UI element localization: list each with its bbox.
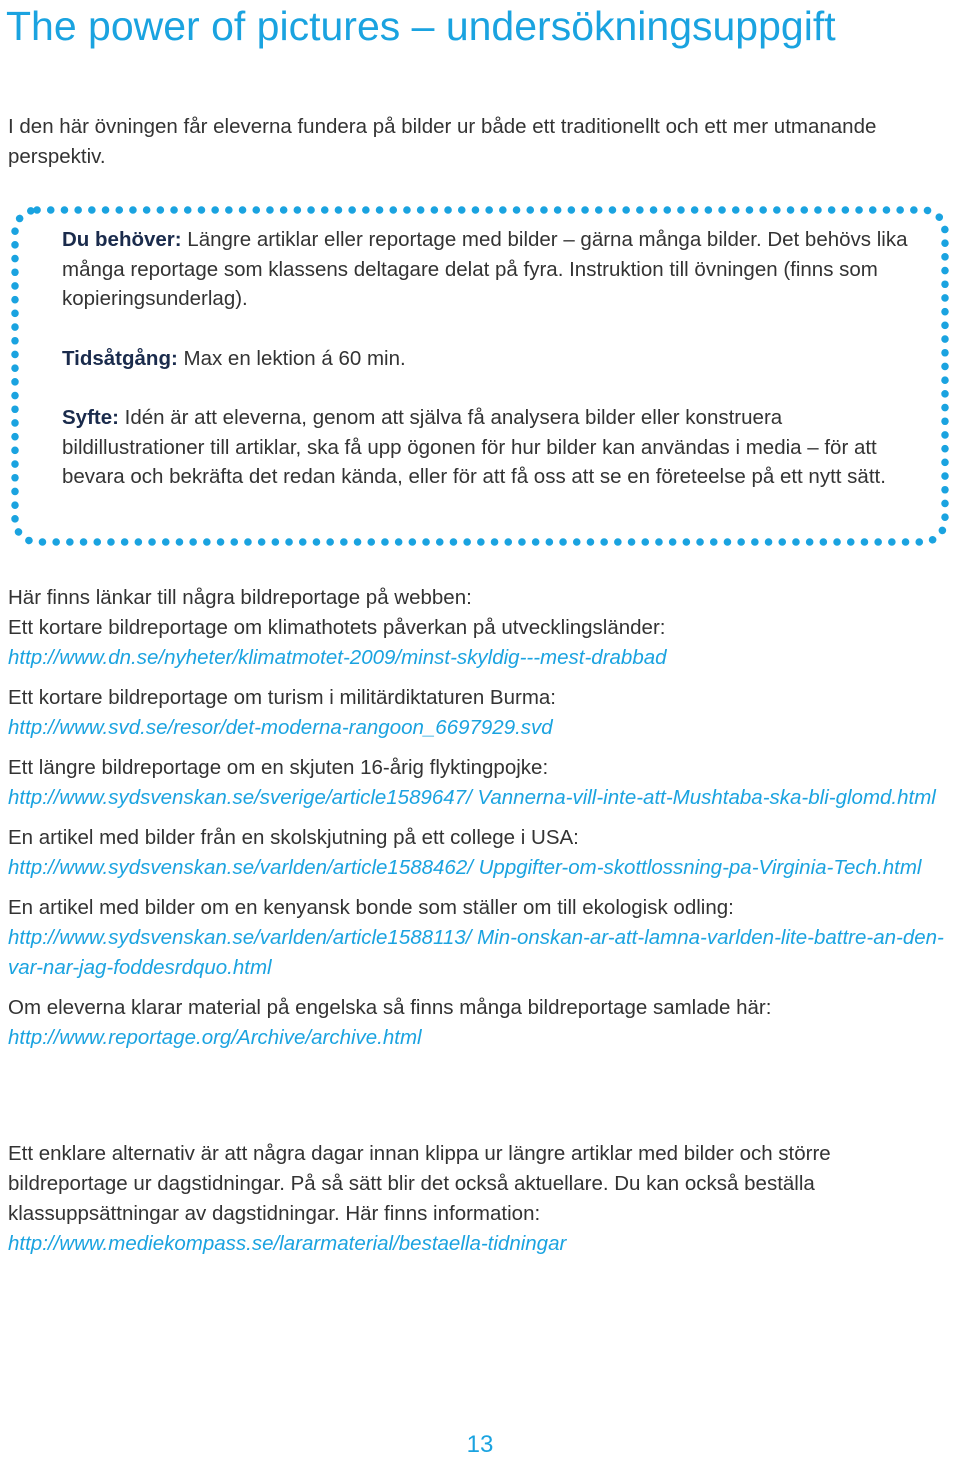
link-sydsvenskan-mushtaba[interactable]: http://www.sydsvenskan.se/sverige/article1589647/ Vannerna-vill-inte-att-Mushtaba-ska-bli-glomd.html <box>8 786 936 809</box>
needs-text: Längre artiklar eller reportage med bilder – gärna många bilder. Det behövs lika många reportage som klassens deltagare delat på fyra. Instruktion till övningen (finns som kopieringsunderlag). <box>62 228 908 310</box>
time-label: Tidsåtgång: <box>62 346 178 370</box>
link-item <box>8 613 953 673</box>
time-paragraph <box>62 344 912 374</box>
alternative-paragraph <box>8 1139 953 1259</box>
intro-text: I den här övningen får eleverna fundera på bilder ur både ett traditionellt och ett mer utmanande perspektiv. <box>8 115 877 168</box>
info-box <box>0 196 960 556</box>
link-item <box>8 753 953 813</box>
link-description: En artikel med bilder från en skolskjutning på ett college i USA: <box>8 826 579 849</box>
link-item <box>8 823 953 883</box>
page-number: 13 <box>466 1431 494 1458</box>
link-description: Ett kortare bildreportage om klimathotets påverkan på utvecklingsländer: <box>8 616 666 639</box>
link-reportage-archive[interactable]: http://www.reportage.org/Archive/archive.html <box>8 1026 422 1049</box>
purpose-paragraph <box>62 403 912 492</box>
time-text: Max en lektion á 60 min. <box>177 346 406 370</box>
link-description: En artikel med bilder om en kenyansk bonde som ställer om till ekologisk odling: <box>8 896 734 919</box>
needs-label: Du behöver: <box>62 228 182 251</box>
links-section <box>8 583 953 1063</box>
link-item <box>8 893 953 983</box>
link-description: Ett kortare bildreportage om turism i militärdiktaturen Burma: <box>8 686 557 709</box>
link-svd-rangoon[interactable]: http://www.svd.se/resor/det-moderna-rangoon_6697929.svd <box>8 716 553 739</box>
link-item <box>8 683 953 743</box>
links-heading: Här finns länkar till några bildreportage på webben: <box>8 586 472 609</box>
purpose-label: Syfte: <box>62 406 119 429</box>
english-paragraph <box>8 993 953 1053</box>
link-dn-klimat[interactable]: http://www.dn.se/nyheter/klimatmotet-2009/minst-skyldig---mest-drabbad <box>8 646 667 669</box>
link-mediekompass[interactable]: http://www.mediekompass.se/lararmaterial/bestaella-tidningar <box>8 1232 567 1255</box>
link-sydsvenskan-kenya[interactable]: http://www.sydsvenskan.se/varlden/article1588113/ Min-onskan-ar-att-lamna-varlden-lite-battre-an-den-var-nar-jag-foddesrdquo.html <box>8 926 944 979</box>
alternative-text: Ett enklare alternativ är att några dagar innan klippa ur längre artiklar med bilder och större bildreportage ur dagstidningar. På så sätt blir det också aktuellare. Du kan också beställa klassuppsättningar av dagstidningar. Här finns information: <box>8 1142 831 1225</box>
english-text: Om eleverna klarar material på engelska så finns många bildreportage samlade här: <box>8 996 772 1019</box>
page-title: The power of pictures – undersökningsuppgift <box>6 3 836 49</box>
link-sydsvenskan-virginia[interactable]: http://www.sydsvenskan.se/varlden/article1588462/ Uppgifter-om-skottlossning-pa-Virginia-Tech.html <box>8 856 922 879</box>
purpose-text: Idén är att eleverna, genom att själva få analysera bilder eller konstruera bildillustrationer till artiklar, ska få upp ögonen för hur bilder kan användas i media – för att bevara och bekräfta det redan kända, eller för att få oss att se en företeelse på ett nytt sätt. <box>62 406 886 488</box>
link-description: Ett längre bildreportage om en skjuten 16-årig flyktingpojke: <box>8 756 549 779</box>
needs-paragraph <box>62 225 912 314</box>
